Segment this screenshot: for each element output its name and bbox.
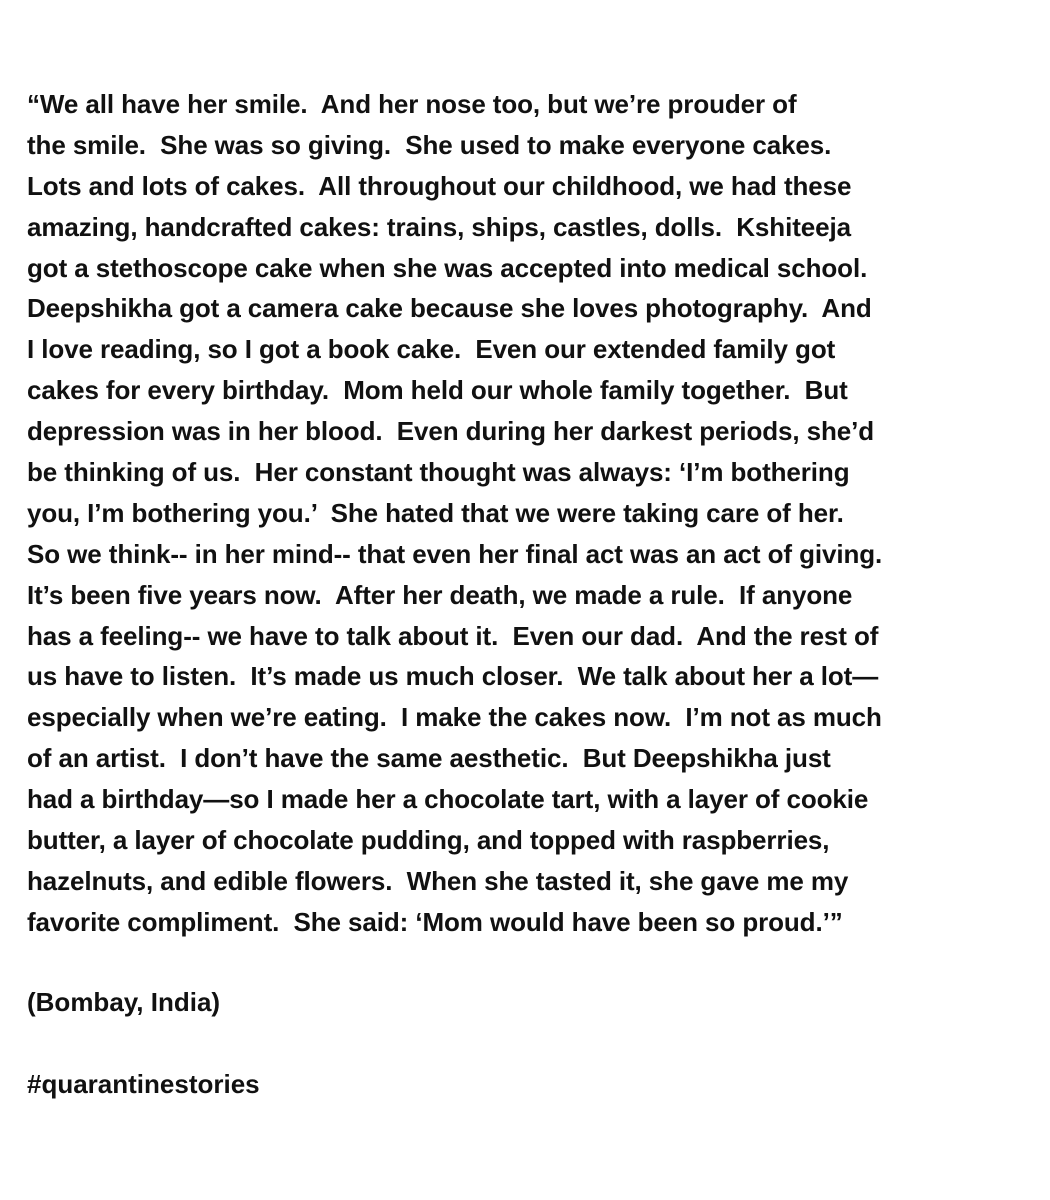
story-line: favorite compliment. She said: ‘Mom would have been so proud.’” [27, 906, 843, 937]
story-line: hazelnuts, and edible flowers. When she tasted it, she gave me my [27, 865, 849, 896]
story-line: you, I’m bothering you.’ She hated that we were taking care of her. [27, 497, 844, 528]
story-line: Lots and lots of cakes. All throughout our childhood, we had these [27, 170, 852, 201]
story-line: It’s been five years now. After her death, we made a rule. If anyone [27, 579, 853, 610]
story-location: (Bombay, India) [27, 987, 221, 1017]
story-hashtag: #quarantinestories [27, 1069, 260, 1099]
story-line: the smile. She was so giving. She used to make everyone cakes. [27, 129, 832, 160]
story-line: be thinking of us. Her constant thought was always: ‘I’m bothering [27, 457, 850, 488]
story-line: I love reading, so I got a book cake. Even our extended family got [27, 334, 836, 365]
story-line: cakes for every birthday. Mom held our whole family together. But [27, 375, 848, 406]
story-line: us have to listen. It’s made us much closer. We talk about her a lot— [27, 661, 879, 692]
story-line: got a stethoscope cake when she was accepted into medical school. [27, 252, 868, 283]
story-line: had a birthday—so I made her a chocolate tart, with a layer of cookie [27, 784, 869, 815]
story-line: butter, a layer of chocolate pudding, and topped with raspberries, [27, 825, 830, 856]
story-line: Deepshikha got a camera cake because she loves photography. And [27, 293, 872, 324]
story-text [27, 84, 1027, 943]
story-line: “We all have her smile. And her nose too, but we’re prouder of [27, 89, 797, 119]
story-line: So we think-- in her mind-- that even her final act was an act of giving. [27, 538, 883, 569]
story-line: has a feeling-- we have to talk about it. Even our dad. And the rest of [27, 620, 879, 651]
story-line: amazing, handcrafted cakes: trains, ships, castles, dolls. Kshiteeja [27, 211, 851, 242]
story-line: especially when we’re eating. I make the cakes now. I’m not as much [27, 702, 882, 733]
story-line: depression was in her blood. Even during her darkest periods, she’d [27, 416, 875, 447]
story-line: of an artist. I don’t have the same aesthetic. But Deepshikha just [27, 743, 831, 774]
